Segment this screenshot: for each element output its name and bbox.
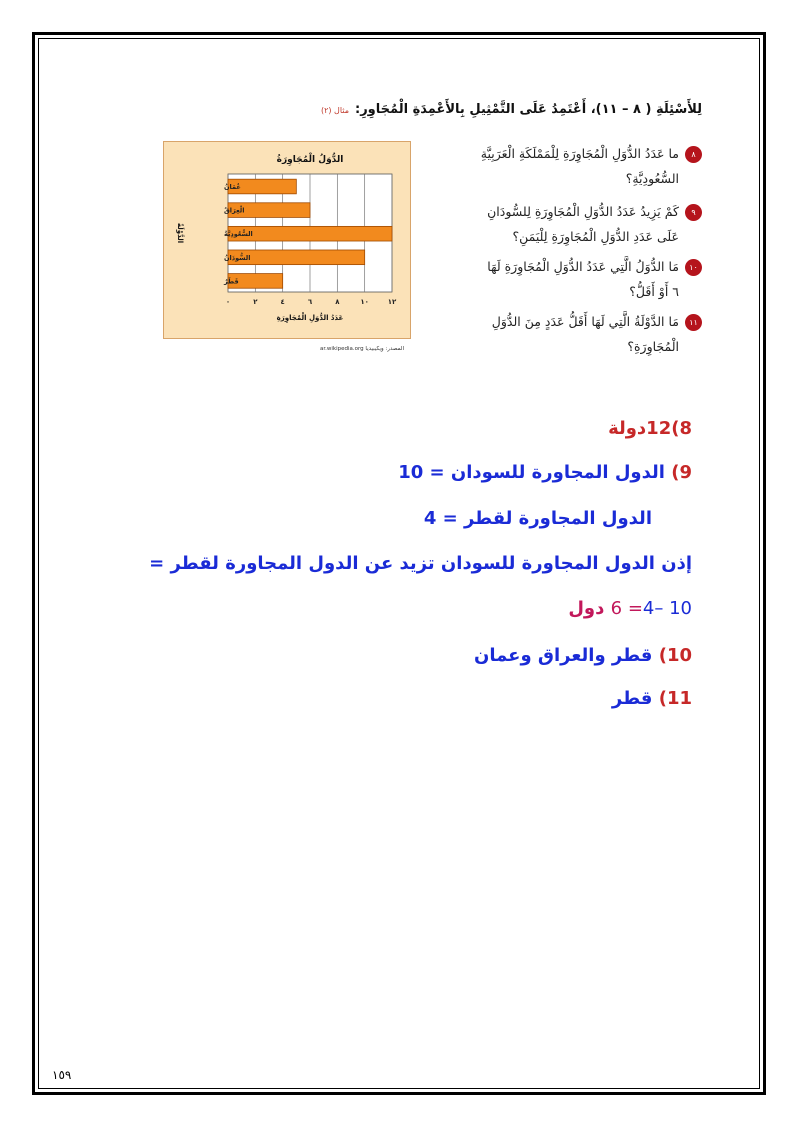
x-tick-label: ١٠ — [360, 298, 369, 306]
calc-expression: 10 –4 — [642, 598, 692, 619]
category-label: السُّعُودِيَّةُ — [224, 230, 253, 239]
answer-10 — [474, 645, 692, 666]
category-label: عُمَانُ — [224, 183, 241, 192]
x-axis-label: عَدَدُ الدُّوَلِ الْمُجَاوِرَةِ — [276, 314, 344, 322]
question-number: ١١ — [685, 314, 702, 331]
answer-text: قطر — [611, 688, 653, 709]
question-9 — [442, 199, 702, 249]
question-text-line2: عَلَى عَدَدِ الدُّوَلِ الْمُجَاوِرَةِ لِلْيَمَنِ؟ — [512, 229, 679, 244]
question-number: ٩ — [685, 204, 702, 221]
answer-number: 11) — [658, 688, 692, 709]
chart-source: المصدر: ويكيبيديا ar.wikipedia.org — [320, 346, 404, 352]
y-axis-label: الدَّوْلَةُ — [176, 222, 184, 244]
answer-number: 8) — [671, 418, 692, 439]
question-text: ما عَدَدُ الدُّوَلِ الْمُجَاوِرَةِ لِلْمَمْلَكَةِ الْعَرَبِيَّةِ — [480, 146, 679, 161]
x-tick-label: ٤ — [280, 298, 285, 306]
answer-value: 12 — [646, 418, 672, 439]
x-tick-label: ٢ — [253, 298, 258, 306]
question-11 — [442, 309, 702, 359]
answer-11 — [612, 688, 692, 709]
category-label: الْعِرَاقُ — [224, 206, 245, 215]
answer-text: الدول المجاورة لقطر = 4 — [423, 508, 652, 529]
calc-unit: دول — [568, 598, 605, 619]
question-text-line2: ٦ أَوْ أَقَلُّ؟ — [629, 284, 679, 299]
bar-chart — [164, 142, 410, 338]
x-tick-label: ٠ — [225, 298, 231, 306]
answer-9-line2 — [424, 508, 652, 529]
question-number: ٨ — [685, 146, 702, 163]
question-text: مَا الدَّوْلَةُ الَّتِي لَهَا أَقَلُّ عَدَدٍ مِنَ الدُّوَلِ — [491, 314, 679, 329]
page-number: ١٥٩ — [52, 1068, 72, 1082]
answer-number: 10) — [658, 645, 692, 666]
question-text-line2: الْمُجَاوِرَةِ؟ — [627, 339, 679, 354]
calc-result: = 6 — [610, 598, 643, 619]
question-text: مَا الدُّوَلُ الَّتِي عَدَدُ الدُّوَلِ الْمُجَاوِرَةِ لَهَا — [487, 259, 679, 274]
question-10 — [442, 254, 702, 304]
answer-9-calculation — [568, 598, 692, 619]
answer-9-line3 — [149, 553, 692, 574]
question-8 — [442, 141, 702, 191]
x-tick-label: ٦ — [307, 298, 313, 306]
question-number: ١٠ — [685, 259, 702, 276]
section-heading — [321, 102, 702, 117]
x-tick-label: ٨ — [335, 298, 340, 306]
answer-unit: دولة — [608, 418, 647, 439]
bar-chart-container — [163, 141, 411, 339]
answer-8 — [608, 418, 692, 439]
heading-text: لِلأَسْئِلَةِ ( ٨ – ١١)، أَعْتَمِدُ عَلَى التَّمْثِيلِ بِالأَعْمِدَةِ الْمُجَاوِرِ: — [355, 102, 702, 117]
heading-reference: مثال (٢) — [320, 106, 349, 115]
category-label: السُّودَانُ — [224, 253, 251, 262]
question-text-line2: السُّعُودِيَّةِ؟ — [625, 171, 679, 186]
category-label: قَطَرُ — [224, 277, 239, 286]
answer-number: 9) — [671, 462, 692, 483]
answer-text: قطر والعراق وعمان — [473, 645, 653, 666]
x-tick-label: ١٢ — [387, 298, 397, 306]
answer-text: إذن الدول المجاورة للسودان تزيد عن الدول المجاورة لقطر = — [149, 553, 692, 574]
answer-text: الدول المجاورة للسودان = 10 — [398, 462, 665, 483]
answer-9 — [398, 462, 692, 483]
chart-title: الدُّوَلُ الْمُجَاوِرَةُ — [276, 155, 344, 165]
question-text: كَمْ يَزِيدُ عَدَدُ الدُّوَلِ الْمُجَاوِرَةِ لِلسُّودَانِ — [487, 204, 679, 219]
